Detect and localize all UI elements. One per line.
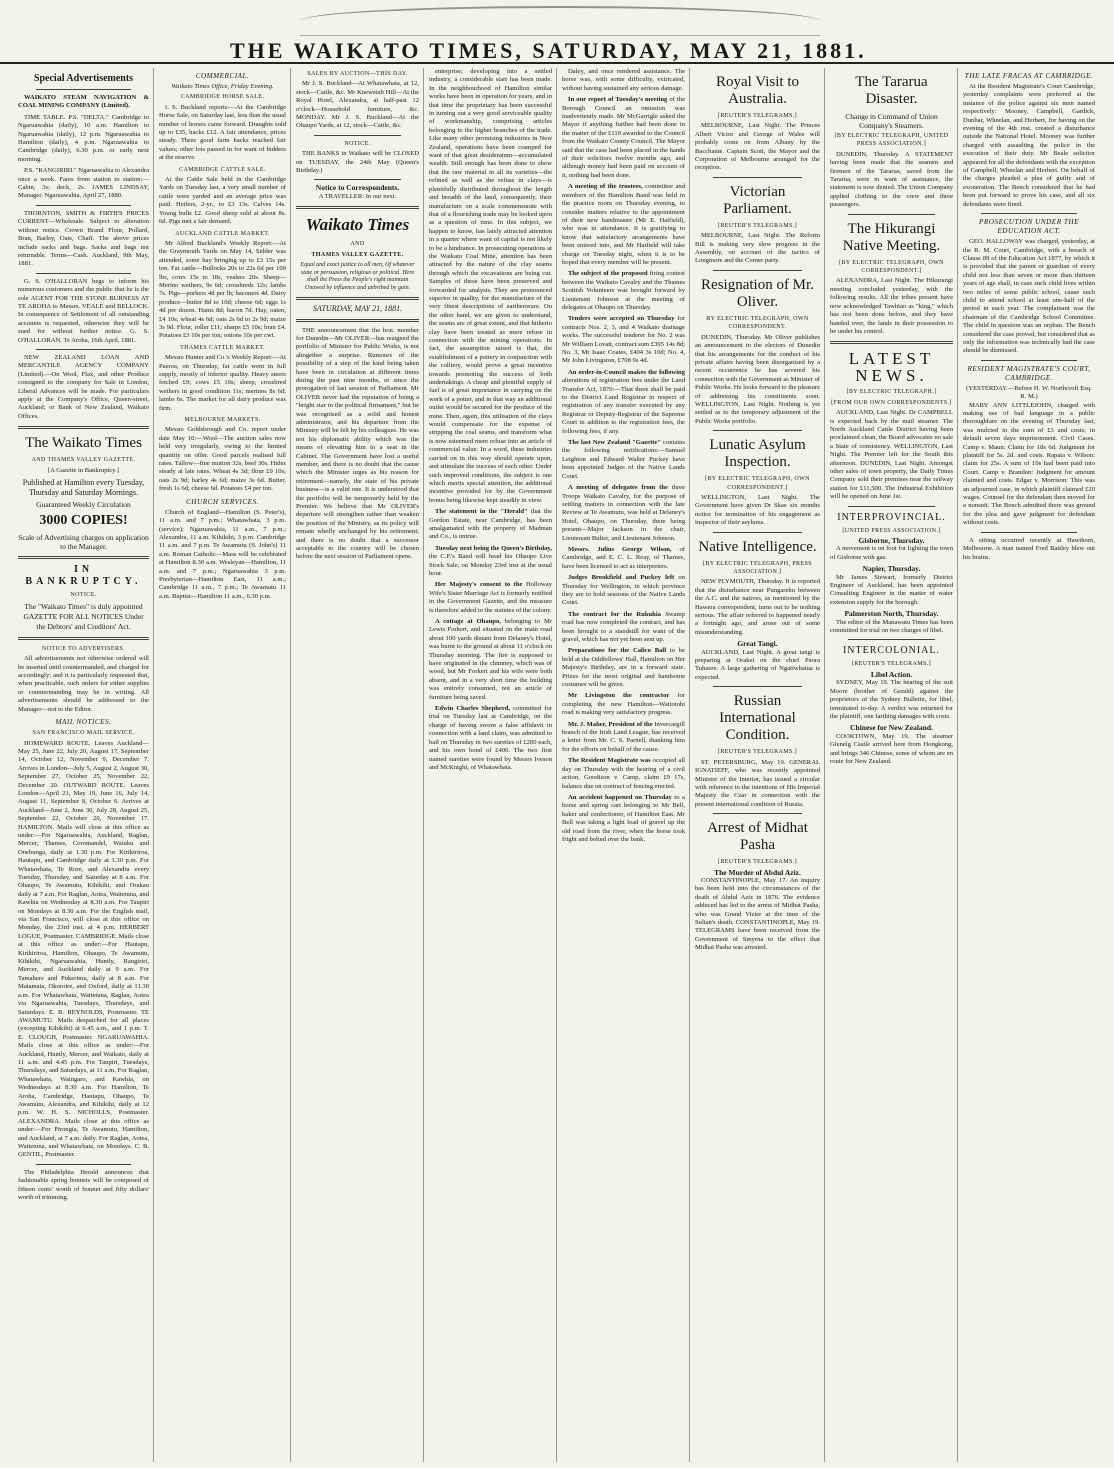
gazette-note: [A Gazette in Bankruptcy.] [48, 466, 119, 474]
libel-body: SYDNEY, May 19. The hearing of the suit Moore (brother of Gerald) against the proprietors of the Sydney Bulletin, for libel, terminated to-day. A verdict was returned for the plaintiff, one farthing damages with costs. [830, 679, 953, 720]
rm-court-date: (YESTERDAY.—Before H. W. Northcroft Esq. R. M.) [966, 384, 1092, 401]
closing-item: A sitting occurred recently at Hawthorn, Melbourne. A man named Fred Battley blew out his brains. [963, 536, 1095, 561]
tararua-subheading: Change in Command of Union Company's Steamers. [845, 112, 938, 130]
item-heading: A meeting of delegates from the [568, 484, 668, 492]
horse-sale-title: CAMBRIDGE HORSE SALE. [180, 94, 265, 101]
hikurangi-body: ALEXANDRA, Last Night. The Hikurangi meeting concluded yesterday, with the following results. All the tribes present have now acknowledged Tawhiao as "king," which has not been done before, and they have handed over, the lands in their possession to be under his control. [830, 277, 953, 335]
rangiriri-notice: P.S. "RANGIRIRI." Ngaruawahia to Alexandra once a week. Fares from station to station:—Cabin, 3s; deck, 2s. JAMES LINDSAY, Manager. Ngaruawahia, April 27, 1880. [18, 167, 149, 200]
thornton-prices: THORNTON, SMITH & FIRTH'S PRICES CURRENT—Wholesale. Subject to alteration without notice. Crown Brand Flour, Pollard, Bran, Barley, Oats, Chaff. The above prices include sacks and bags. Sacks and bags not returnable. Terms—Cash. Auckland, 9th May, 1881. [18, 209, 149, 268]
column-2 [159, 68, 291, 1462]
waikato-times-ad-title: The Waikato Times [25, 435, 142, 452]
libel-heading: Libel Action. [870, 669, 913, 679]
item-heading: The Resident Magistrate was [568, 757, 651, 765]
item-body: of the Borough Council an omission was inadvertently made. Mr McGarrigle asked the Mayor if anything further had been done in the matter of the £110 awarded to the Council from the Waikato County Council. The Mayor said that the case had been placed in the hands of their solicitors twelve months ago, and although money had been paid on account of it, nothing had been done. [562, 96, 685, 179]
tararua-heading: The Tararua Disaster. [855, 74, 928, 107]
circulation-note: Guaranteed Weekly Circulation [36, 500, 131, 510]
thames-market-body: Messrs Hunter and Co.'s Weekly Report:—At Paeroa, on Thursday, fat cattle went in full supply, mostly of inferior quality. Heavy steers fetched £9; cows £5 10s; sheep, crossbred wethers in good condition 11s; merinos 8s 6d; lambs 6s. The market for all dairy produce was firm. [159, 354, 286, 412]
bonnet-note: The Philadelphia Herald announces that fashionable spring bonnets will be composed of fifteen cents' worth of bonnet and fifty dollars' worth of trimming. [18, 1168, 149, 1202]
bankruptcy-title: IN BANKRUPTCY. [25, 564, 142, 588]
commercial-office: Waikato Times Office, Friday Evening. [171, 83, 274, 90]
horse-sale-body: I. S. Buckland reports:—At the Cambridge Horse Sale, on Saturday last, less than the usual number of horses came forward. Draughts sold up to £35, hacks £12. A fair attendance, prices steady. Three good farm hacks reached fair values; other lots passed in for want of bidders at the reserve. [159, 103, 286, 162]
item-body: three Troops Waikato Cavalry, for the purpose of settling matters in connection with the late Review at Te Awamutu, was held at Delaney's Hotel, Ohaupo, on Thursday, there being present—Major Jackson in the chair, Lieutenant Bulter, and Lieutenant Johnson. [562, 484, 686, 542]
item-body: Invercargill branch of the Irish Land League, has received a letter from Mr. C. S. Parnell, thanking him for the efforts on behalf of the cause. [562, 720, 685, 753]
item-body: for completing the new Hamilton—Waitotohi road is making very satisfactory progress. [562, 692, 685, 717]
napier-body: Mr James Stewart, formerly District Engineer of Auckland, has been appointed Consulting Engineer in the matter of water extension supply for the borough. [830, 573, 953, 606]
midhat-byline: [REUTER'S TELEGRAMS.] [717, 859, 798, 866]
chinese-heading: Chinese for New Zealand. [850, 723, 933, 733]
editorial-paper-sub: THAMES VALLEY GAZETTE. [311, 251, 404, 258]
item-heading: The statement in the "Herald" [435, 508, 528, 516]
item-heading: Mr Livingston the contractor [568, 692, 670, 700]
great-tangi-body: AUCKLAND, Last Night. A great tangi is preparing at Orakei on the chief Paora Tuhaere. A large gathering of Ngatiwhatua is expected. [695, 648, 820, 681]
item-body: on Thursday for Wellington, in which province they are to hold sessions of the Native Lands Court. [562, 574, 685, 607]
pottery-article: enterprise; developing into a settled industry, a considerable start has been made. In the neighbourhood of Hamilton similar works have been in operation for years, and in that time the proprietary has been successful in turning out a very good serviceable quality of workmanship, comprising articles belonging to the higher branches of the trade. Like many other promising industries in New Zealand, operations have been cramped for want of that great desideratum—accumulated wealth. Still enough has been done to show that the raw material in all its varieties—the refined as well as the refuse in clays—is plentifully distributed throughout the length and breadth of the land, consequently, their manufacture on a scale commensurate with that of a flourishing trade may be looked upon as a question of time. In this subject, we happen to know, has lately attracted attention in a quarter where want of capital is not likely to be a hindrance. In prosecuting operations at the Waikato Coal Mine, attention has been attracted by the nature of the clay seams through which the excavations are being cut. Samples of these have been preserved and forwarded for analysis. They are pronounced superior in quality, for the manufacture of the very finest descriptions of earthenware. On the other hand, we are given to understand, the seams are of great extent, and that hitherto clay have been treated as mere refuse in connection with the mining operations. In fact, the assumption raised is that, the establishment of a pottery in conjunction with the colliery, would prove a great incentive towards promoting the success of both undertakings. A cheap and plentiful supply of fuel is of great importance in carrying on the work of a potter, and in that way an additional outlet would be secured for the produce of the mine. Then, again, this utilisation of the clays would compensate for the expense of stripping the coal seams, and transform what is now esteemed mere refuse into an article of commercial value. In a word, these industries carried on in this way should operate upon, and stimulate the success of each other. Under such improved conditions, the subject is one which merits special attention, the additional incentive provided for by the Government bonus being likewise kept steadily in view. [429, 68, 552, 504]
advertisers-notice-body: All advertisements not otherwise ordered will be inserted until countermanded, and charged for accordingly; and it is particularly requested that, when practicable, such orders for either supplies or countermanding may be in writing. All advertisements should be addressed to the Manager—not to the Editor. [18, 655, 149, 713]
item-body: occupied all day on Thursday with the hearing of a civil action, Goodison v. Camp, claim £9 17s, balance due on contract of fencing erected. [562, 757, 685, 790]
item-heading: Messrs. Julius George Wilson, [568, 545, 672, 553]
steam-title: WAIKATO STEAM NAVIGATION & COAL MINING COMPANY (Limited). [18, 94, 149, 110]
lunatic-asylum-body: WELLINGTON, Last Night. The Government have given Dr Skae six months notice for termination of his engagement as inspector of their asylums. [695, 493, 820, 527]
gisborne-heading: Gisborne, Thursday. [858, 536, 925, 545]
palmerston-heading: Palmerston North, Thursday. [844, 609, 939, 619]
column-4 [429, 68, 557, 1462]
section-heading: Special Advertisements [33, 73, 134, 84]
chinese-body: COOKTOWN, May 19. The steamer Glenelg Castle arrived here from Hongkong, and brings 346 Chinese, some of whom are en route for New Zealand. [830, 732, 953, 765]
gisborne-body: A movement is on foot for lighting the town of Gisborne with gas. [830, 545, 953, 561]
bankruptcy-body: The "Waikato Times" is duly appointed GAZETTE FOR ALL NOTICES Under the Debtors' and Creditors' Act. [23, 601, 144, 631]
oliver-heading: Resignation of Mr. Oliver. [701, 276, 814, 310]
royal-visit-body: MELBOURNE, Last Night. The Princes Albert Victor and George of Wales will probably come on from Albany by the Bacchante. Captain Scott, the Mayor and the Corporation of Melbourne arranged for the reception. [695, 122, 820, 172]
tararua-body: DUNEDIN, Thursday. A STATEMENT having been made that the seamen and firemen of the Tararua, saved from the Tararua, were in want of assistance, the statement is now denied. The Union Company applied clothing to the crew and three passengers. [830, 150, 953, 209]
interprovincial-heading: INTERPROVINCIAL. [837, 511, 946, 523]
item-body: to be held at the Oddfellows' Hall, Hamilton on Her Majesty's Birthday, are in a forward state. Prizes for the most original and handsome costumes will be given. [562, 647, 685, 689]
tararua-byline: [BY ELECTRIC TELEGRAPH, UNITED PRESS ASSOCIATION.] [834, 133, 949, 148]
item-heading: A meeting of the trustees, [568, 183, 643, 191]
item-body: firing contest between the Waikato Cavalry and the Thames Scottish Volunteers was brought forward by Lieutenant Johnson at the meeting of delegates at Ohaupo on Thursday. [562, 270, 685, 311]
oliver-byline: BY ELECTRIC TELEGRAPH, OWN CORRESPONDENT. [706, 315, 809, 331]
item-body: of Cambridge, and E. C. L. Reay, of Thames, have been licensed to act as interpreters. [562, 545, 685, 570]
item-heading: The subject of the proposed [568, 270, 648, 278]
intercolonial-heading: INTERCOLONIAL. [842, 645, 941, 657]
item-body: alterations of registration fees under the Land Transfer Act, 1870:—That there shall be paid to the District Land Registrar in respect of registration of any transfer executed by any Registrar or Deputy-Registrar of the Supreme Court in addition to the registration fees, the following fees, if any. [562, 377, 685, 435]
editorial-motto: Equal and exact justice to all men, Of whatever state or persuasion, religious or political. Here shall the Press the People's right maintain Unawed by influence and unbribed by gain. [300, 262, 415, 291]
napier-heading: Napier, Thursday. [862, 564, 921, 574]
column-7 [830, 68, 958, 1462]
item-heading: Tenders were accepted on Thursday [568, 315, 675, 323]
item-body: the C.P.'s Band will head his Ohaupo Live Stock Sale, on Monday 23rd inst at the usual hour. [429, 553, 552, 577]
item-body: for contracts Nos. 2, 3, and 4 Waikato drainage works. The successful tenderer for No. 2 was Mr William Lovatt, contract sum £395 14s 8d; No. 3, Mr Isaac Coates, £404 3s 10d; No. 4, Mr John Livingston, £708 9s 4d. [562, 315, 685, 365]
item-heading: An order-in-Council makes the following [568, 368, 685, 376]
melbourne-markets-title: MELBOURNE MARKETS. [184, 417, 261, 424]
column-5 [562, 68, 690, 1462]
banks-notice-heading: NOTICE. [344, 140, 371, 147]
prosecution-body: GEO. HALLOWAY was charged, yesterday, at the R. M. Court, Cambridge, with a breach of Clause 89 of the Education Act 1877, by which it is provided that the parent or guardian of every child not less than seven or more than thirteen years of age shall, in case such child lives within two miles of some public school, cause such child to attend school at least one-half of the period in each year. The complainant was the chairman of the Cambridge School Committee. The child in question was an orphan. The Bench considered the case proved, but considered that as only the information was technically bad the case should be dismissed. [963, 238, 1095, 355]
column-6 [695, 68, 825, 1462]
latest-news-byline-2: [FROM OUR OWN CORRESPONDENTS.] [831, 399, 952, 406]
thames-market-title: THAMES CATTLE MARKET. [180, 344, 265, 351]
melbourne-markets-body: Messrs Goldsbrough and Co. report under date May 10:—Wool—The auction sales now held very irregularly, owing to the limited quantity on offer. Good parcels realised full rates. Tallow—fine mutton 32s, beef 30s. Hides steady at late rates. Wheat 4s 3d; flour £9 10s; oats 2s 9d; barley 4s 6d; maize 3s 6d. Butter, fresh 1s 6d; cheese 6d. Potatoes £4 per ton. [159, 426, 286, 493]
banks-notice-body: THE BANKS in Waikato will be CLOSED on TUESDAY, the 24th May (Queen's Birthday.) [296, 150, 419, 175]
item-heading: Edwin Charles Shepherd, [435, 705, 511, 713]
item-heading: Preparations for the Calico Ball [568, 647, 667, 655]
auction-heading: SALES BY AUCTION—THIS DAY. [307, 71, 408, 77]
mail-service-title: SAN FRANCISCO MAIL SERVICE. [32, 730, 135, 737]
correspondents-heading: Notice to Correspondents. [315, 183, 400, 193]
editorial-lead: THE announcement that the hon. member for Dunedin—Mr OLIVER—has resigned the portfolio of Minister for Public Works, is not altogether a surprise. Rumours of the possibility of a step of the kind being taken have been in circulation at different times during the past nine months, or since the prorogation of last session of Parliament. Mr OLIVER never had the reputation of being a "bright star in the political firmament," but he was recognised as a solid and honest administrator, and his departure from the Ministry will be felt by his colleagues. He was not his diplomatic ability which was the means of elevating him to a seat in the Cabinet. The Government have lost a useful member, and there is no doubt that the cause which the Minister urges as his reason for retirement—namely, the state of his private business—is a valid one. It is understood that the portfolio will be temporarily held by the Premier. We believe that Mr OLIVER's departure will strengthen rather than weaken the position of the Ministry, as its policy will remain wholly unchanged by his retirement; and there is no doubt that a successor acceptable to the country will be chosen before the next session of Parliament opens. [296, 326, 419, 561]
auckland-market-title: AUCKLAND CATTLE MARKET. [175, 230, 270, 237]
item-body: to a horse and spring cart belonging to Mr Bell, baker and confectioner, of Hamilton East. Mr Bell was taking a light load of gravel up the old road from the river, when the horse took fright and bolted over the bank. [562, 793, 685, 843]
auckland-market-body: Mr Alfred Buckland's Weekly Report:—At the Graymouth Yards on May 14, Sidder was attended, some hay bringing up to £3 15s per ton. Fat cattle—Bullocks 20s to 22s 6d per 100 lbs, cows 15s to 18s, vealers 20s. Sheep—Merino wethers, 9s 6d; crossbreds 12s; lambs 7s. Pigs—porkers 4d per lb; baconers 4d. Dairy produce—butter 8d to 10d; cheese 6d; eggs 1s 4d per dozen. Hams 8d; bacon 7d. Hay, oaten, £4 10s; wheat 4s 6d; oats 2s 6d to 2s 9d; maize 3s 9d. Flour, roller £11; sharps £5 10s; bran £4. Potatoes £3 10s per ton; onions 10s per cwt. [159, 239, 286, 340]
native-intelligence-byline: [BY ELECTRIC TELEGRAPH, PRESS ASSOCIATION.] [703, 560, 812, 575]
russia-body: ST. PETERSBURG, May 19. GENERAL IGNATIEFF, who was recently appointed Minister of the Interior, has issued a circular with reference to the intentions of His Imperial Majesty the Czar in connection with the present international condition of Russia. [695, 758, 820, 808]
item-body: Swamp road has now completed the contract, and has been brought to a standstill for want of the gravel, which has not yet been sent up. [562, 610, 685, 643]
latest-news-byline: [BY ELECTRIC TELEGRAPH.] [846, 389, 937, 396]
mail-notices-title: MAIL NOTICES. [55, 718, 112, 727]
rm-court-body: MARY ANN LITTLEJOHN, charged with making use of bad language in a public thoroughfare on the evening of Thursday last, was mulcted in the sum of £3 and costs; in default seven days imprisonment. Civil Cases. Camp v. Maun: Claim for 18s 6d. Judgment for plaintiff for 5s. 2d. and costs. Rapata v. Wilson: claim for 25s. A sum of 10s had been paid into Court. Camp v. Brandon: Judgment for amount claimed and costs. Edgar v. Morrison: This was an adjourned case, in which plaintiff claimed £20 wages. Counsel for the defendant then moved for a nonsuit. The Bench admitted there was ground for the plea and gave judgment for defendant without costs. [963, 401, 1095, 527]
native-intelligence-body: NEW PLYMOUTH, Thursday. It is reported that the disturbance near Pungarehu between the A.C. and the natives, as mentioned by the Hawera correspondent, turns out to be nothing serious. The affair referred to happened nearly a fortnight ago, and arose out of some misunderstanding. [695, 578, 820, 636]
masthead-title: THE WAIKATO TIMES, SATURDAY, MAY 21, 1881. [230, 38, 867, 63]
correspondents-body: A TRAVELLER: In our next. [318, 192, 397, 200]
item-body: Holloway Wife's Sister Marriage Act is formerly notified in the Government Gazette, and the measure is therefore added to the statutes of the colony. [429, 581, 552, 614]
palmerston-body: The editor of the Manawatu Times has been committed for trial on two charges of libel. [830, 618, 953, 635]
newspaper-page [18, 68, 1100, 1462]
native-intelligence-heading: Native Intelligence. [698, 538, 817, 555]
cattle-sale-title: CAMBRIDGE CATTLE SALE. [179, 166, 266, 173]
mail-notices-body: HOMEWARD ROUTE. Leaves Auckland—May 25, June 22, July 20, August 17, September 14, October 12, November 9, December 7. Arrives in London—July 5, August 2, August 30, September 27, October 25, November 22, December 20. OUTWARD ROUTE. Leaves London—April 21, May 19, June 16, July 14, August 11, September 8, October 6. Arrives at Auckland—June 2, June 30, July 28, August 25, September 22, October 20, November 17. HAMILTON. Mails will close at this office as under:—For Ngaruawahia, Auckland, Raglan, Mercer, Thames, Coromandel, Waiuku and Onehunga, daily at 1.30 p.m. For Kirikiriroa, Hautapu, and Cambridge daily at 1.30 p.m. For Whatawhata, Te Rore, and Alexandra every Tuesday, Thursday, and Saturday at 8 a.m. For Ohaupo, Te Awamutu, Kihikihi, and Orakau daily at 7 a.m. For Raglan, Aotea, Waitetuna, and Kawhia on Wednesday at 8.30 a.m. For Taupiri on Mondays at 8.30 a.m. For the English mail, via San Francisco, will close at this office on Monday, the 23rd inst. at 4 p.m. HERBERT LOGUE, Postmaster. CAMBRIDGE. Mails close at this office as under:—For Hautapu, Kirikiriroa, Hamilton, Ohaupo, Te Awamutu, Kihikihi, Ngaruawahia, Huntly, Rangiriri, Mercer, and Auckland daily at 9 a.m. For Tamahere and Pukerimu, daily at 8 a.m. For Matamata, Okoroire, and Oxford, daily at 11.30 a.m. For Whatawhata, Waitetuna, Raglan, Aotea via Ngaruawahia, Tuesdays, Thursdays, and Saturdays. E. B. REYNOLDS, Postmaster. TE AWAMUTU. Mails despatched for all places (excepting Kihikihi) at 6.45 a.m., and 1 p.m. T. E. CLOUGH, Postmaster. NGARUAWAHIA. Mails close at this office as under:—For Auckland, Huntly, Mercer, and Waikato, daily at 11 a.m. and 4.45 p.m. For Taupiri, Tuesdays, Thursdays, and Saturdays, at 11 a.m. For Raglan, Whatawhata, Waingaro, and Kawhia, on Wednesdays at 8.30 a.m. For Hamilton, Te Aroha, Cambridge, Hautapu, Ohaupo, Te Awamutu, Alexandra, and Kihikihi, daily at 12 p.m. W. H. S. NICHOLLS, Postmaster. ALEXANDRA. Mails close at this office as under:—For Pirongia, Te Awamutu, Hamilton, and Auckland, at 7 a.m. daily. For Raglan, Aotea, Waitetuna, and Whatawhata, on Mondays. C. B. GENTIL, Postmaster. [18, 739, 149, 1159]
waikato-times-ad-sub: AND THAMES VALLEY GAZETTE. [31, 457, 136, 464]
bankruptcy-notice: NOTICE. [70, 592, 97, 599]
nz-loan-notice: NEW ZEALAND LOAN AND MERCANTILE AGENCY COMPANY (Limited).—On Wool, Flax, and other Produce consigned to the company for Sale in London, Liberal Advances will be made. For particulars apply at the Company's Office, Queen-street, Auckland; or Bank of New Zealand, Waikato Offices. [18, 353, 149, 420]
item-heading: Tuesday next being the Queen's Birthday, [435, 544, 552, 552]
item-heading: The last New Zealand "Gazette" [568, 439, 662, 447]
hikurangi-heading: The Hikurangi Native Meeting. [842, 220, 941, 254]
midhat-heading: Arrest of Midhat Pasha [707, 820, 808, 854]
midhat-subheading: The Murder of Abdul Aziz. [714, 867, 801, 877]
column-8 [963, 68, 1099, 1462]
victorian-parliament-heading: Victorian Parliament. [723, 183, 792, 217]
great-tangi-heading: Great Tangi. [737, 639, 778, 649]
item-heading: Judges Brookfield and Puckey left [568, 574, 675, 582]
intercolonial-byline: [REUTER'S TELEGRAMS.] [851, 661, 932, 668]
fracas-heading: THE LATE FRACAS AT CAMBRIDGE. [964, 72, 1094, 80]
russia-heading: Russian International Condition. [719, 693, 796, 744]
royal-visit-heading: Royal Visit to Australia. [716, 74, 799, 107]
commercial-heading: COMMERCIAL. [195, 72, 250, 80]
masthead-scroll-ornament [300, 6, 820, 36]
item-body: that the Gordon Estate, near Cambridge, has been amalgamated with the property of Madman and Co., is untrue. [429, 508, 553, 541]
church-services-title: CHURCH SERVICES. [186, 497, 259, 506]
advertisers-notice-title: NOTICE TO ADVERTISERS. [41, 645, 126, 652]
rm-court-heading: RESIDENT MAGISTRATE'S COURT, CAMBRIDGE. [967, 364, 1091, 382]
continued-text: Daley, and once rendered assistance. The horse was, with some difficulty, extricated, without having sustained any serious damage. [562, 68, 685, 92]
church-services-body: Church of England—Hamilton (S. Peter's), 11 a.m. and 7 p.m.; Whatawhata, 3 p.m. (service); Ngaruawahia, 11 a.m., 7 p.m.; Alexandra, 11 a.m. Kihikihi, 3 p.m. Cambridge 11 a.m. and 7 p.m. Te Awamutu (S. John's) 11 a.m. Roman Catholic—Mass will be celebrated at Hamilton 8.30 a.m. Wesleyan—Hamilton, 11 a.m. and 7 p.m.; Ngaruawahia 3 p.m. Presbyterian—Hamilton East, 11 a.m.; Cambridge 11 a.m., 7 p.m.; Te Awamutu 11 a.m. Baptist—Hamilton 11 a.m., 6.30 p.m. [159, 508, 286, 600]
victorian-parliament-body: MELBOURNE, Last Night. The Reform Bill is making very slow progress in the Assembly, on account of the tactics of Longmore and the Corner party. [695, 232, 820, 265]
item-heading: Her Majesty's consent to the [435, 581, 523, 589]
fracas-body: At the Resident Magistrate's Court Cambridge, yesterday complaints were preferred at the instance of the police against six men named respectively: Mooney, Campbell, Gardick, Dunbar, Wheelan, and Herbert, for having on the evening of the 4th inst. created a disturbance outside the National Hotel. Mooney was further charged with assaulting the police in the execution of their duty. Mr Beale solicitor appeared for all the defendants with the exception of Campbell, Wheelan and Herbert. On behalf of the charges pleaded a plea of guilty and of exoneration. The Bench considered that he had been put forward to prove his case, and all six defendants were fined. [963, 83, 1095, 208]
steam-body: TIME TABLE. P.S. "DELTA." Cambridge to Ngaruawahia (daily), 10 a.m. Hamilton to Ngaruawahia (daily), 12 p.m. Ngaruawahia to Hamilton (daily), 4 p.m. Ngaruawahia to Cambridge (daily), 6.30 p.m. or early next morning. [18, 113, 149, 163]
oliver-body: DUNEDIN, Thursday. Mr Oliver publishes an announcement to the electors of Dunedin that his arrangements for the conduct of his private affairs having been disorganised by a recent occurrence he has severed his connection with the Government as Minister of Public Works. He looks forward to the pleasure of addressing his constituents soon. WELLINGTON, Last Night. Nothing is yet settled as to the temporary adjustment of the Public Works portfolio. [695, 333, 820, 425]
column-3 [296, 68, 424, 1462]
item-body: belonging to Mr Lewis Forkert, and situated on the main road about 100 yards distant from Delaney's Hotel, was burnt to the ground at about 11 o'clock on Thursday morning. The fire is supposed to have originated in the chimney, which was of wood, but Mr Forkert and his wife were both absent, and in a very short time the building was entirely consumed, not an article of furniture being saved. [429, 618, 553, 701]
auction-body: Mr J. S. Buckland—At Whatawhata, at 12, stock—Cattle, &c. Mr Knewstub Hill—At the Royal Hotel, Alexandra, at half-past 12 o'clock—Household furniture, &c. MONDAY. Mr J. S. Buckland—At the Ohaupo Yards, at 12, stock—Cattle, &c. [296, 80, 419, 130]
lunatic-asylum-byline: [BY ELECTRIC TELEGRAPH, OWN CORRESPONDENT.] [705, 476, 810, 491]
item-heading: In our report of Tuesday's meeting [568, 96, 668, 104]
copies-count: 3000 COPIES! [39, 513, 128, 529]
item-heading: A cottage at Ohaupo, [435, 618, 501, 625]
ohalloran-notice: G. S. O'HALLORAN begs to inform his numerous customers and the public that he is the sole AGENT FOR THE STONE BURNESS AT TE AROHA to Messrs. VEALE and BELLOCK. In consequence of Settlement of all outstanding accounts is requested, otherwise they will be sued for without further notice. G. S. O'HALLORAN. Te Aroha, 16th April, 1881. [18, 277, 149, 344]
lunatic-asylum-heading: Lunatic Asylum Inspection. [709, 437, 806, 471]
prosecution-heading: PROSECUTION UNDER THE EDUCATION ACT. [979, 218, 1079, 236]
royal-visit-byline: [REUTER'S TELEGRAMS.] [717, 113, 798, 119]
item-body: committee and members of the Hamilton Band was held in the practice room on Thursday evening, to consider matters relative to the appointment of their new bandmaster (Mr E. Hatfield), who was in attendance. It is gratifying to know that satisfactory arrangements have been entered into, and Mr Hatfield will take charge on Tuesday night, when it is to be hoped that every member will be present. [562, 183, 685, 266]
editorial-and: AND [350, 241, 365, 248]
item-body: committed for trial on Tuesday last at Cambridge, on the charge of having sworn a false affidavit in connection with a land claim, was admitted to bail on Thursday in two sureties of £200 each, and his own bond of £400. The two first named sureties were found by Messrs Iveson and McKnight, of Whatawhata. [429, 705, 552, 771]
item-heading: The contract for the Rukuhia [568, 610, 661, 618]
column-1 [18, 68, 154, 1462]
latest-news-body: AUCKLAND, Last Night. Dr CAMPBELL is expected back by the mail steamer. The North Auckland Cattle District having been proclaimed clean, the Board advocates no sale a State of consistency. WELLINGTON, Last Night. The Premier left for the South this afternoon. DUNEDIN, Last Night. Amongst other sales of town property, the Daily Times Company sold their premises near the railway station for £11,500. The Industrial Exhibition will be opened on June 1st. [830, 409, 953, 501]
item-heading: Mr. J. Maher, President of the [568, 720, 653, 728]
item-heading: An accident happened on Thursday [568, 793, 672, 801]
latest-news-heading: LATEST NEWS. [848, 349, 935, 386]
scale-note: Scale of Advertising charges on application to the Manager. [18, 533, 149, 552]
masthead [0, 0, 1114, 64]
interprovincial-byline: [UNITED PRESS ASSOCIATION.] [842, 527, 941, 534]
editorial-dateline: SATURDAY, MAY 21, 1881. [312, 304, 403, 314]
cattle-sale-body: At the Cattle Sale held in the Cambridge Yards on Tuesday last, a very small number of cattle were yarded and an average price was paid. Heifers, 2-yr., to £3 13s. Calves 14s. Young bulls £2. Good sheep sold at about 8s. 6d. Pigs met a fair demand. [159, 176, 286, 226]
item-body: contains the following notifications:—Samuel Leighton and Edward Walter Puckey have been appointed Judges of the Native Lands Court. [562, 439, 685, 480]
victorian-parliament-byline: [REUTER'S TELEGRAMS.] [717, 222, 798, 229]
hikurangi-byline: [BY ELECTRIC TELEGRAPH, OWN CORRESPONDENT.] [839, 259, 944, 275]
editorial-paper-title: Waikato Times [305, 215, 410, 235]
midhat-body: CONSTANTINOPLE, May 17. An inquiry has been held into the circumstances of the death of Abdul Aziz in 1876. The evidence adduced has led to the arrest of Midhat Pasha, who was Grand Vizier at the time of the Sultan's death. CONSTANTINOPLE, May 19. TELEGRAMS have been received from the Government of Smyrna to the effect that Midhat Pasha was arrested. [695, 876, 820, 952]
published-note: Published at Hamilton every Tuesday, Thursday and Saturday Mornings. [22, 478, 145, 498]
russia-byline: [REUTER'S TELEGRAMS.] [717, 749, 798, 756]
